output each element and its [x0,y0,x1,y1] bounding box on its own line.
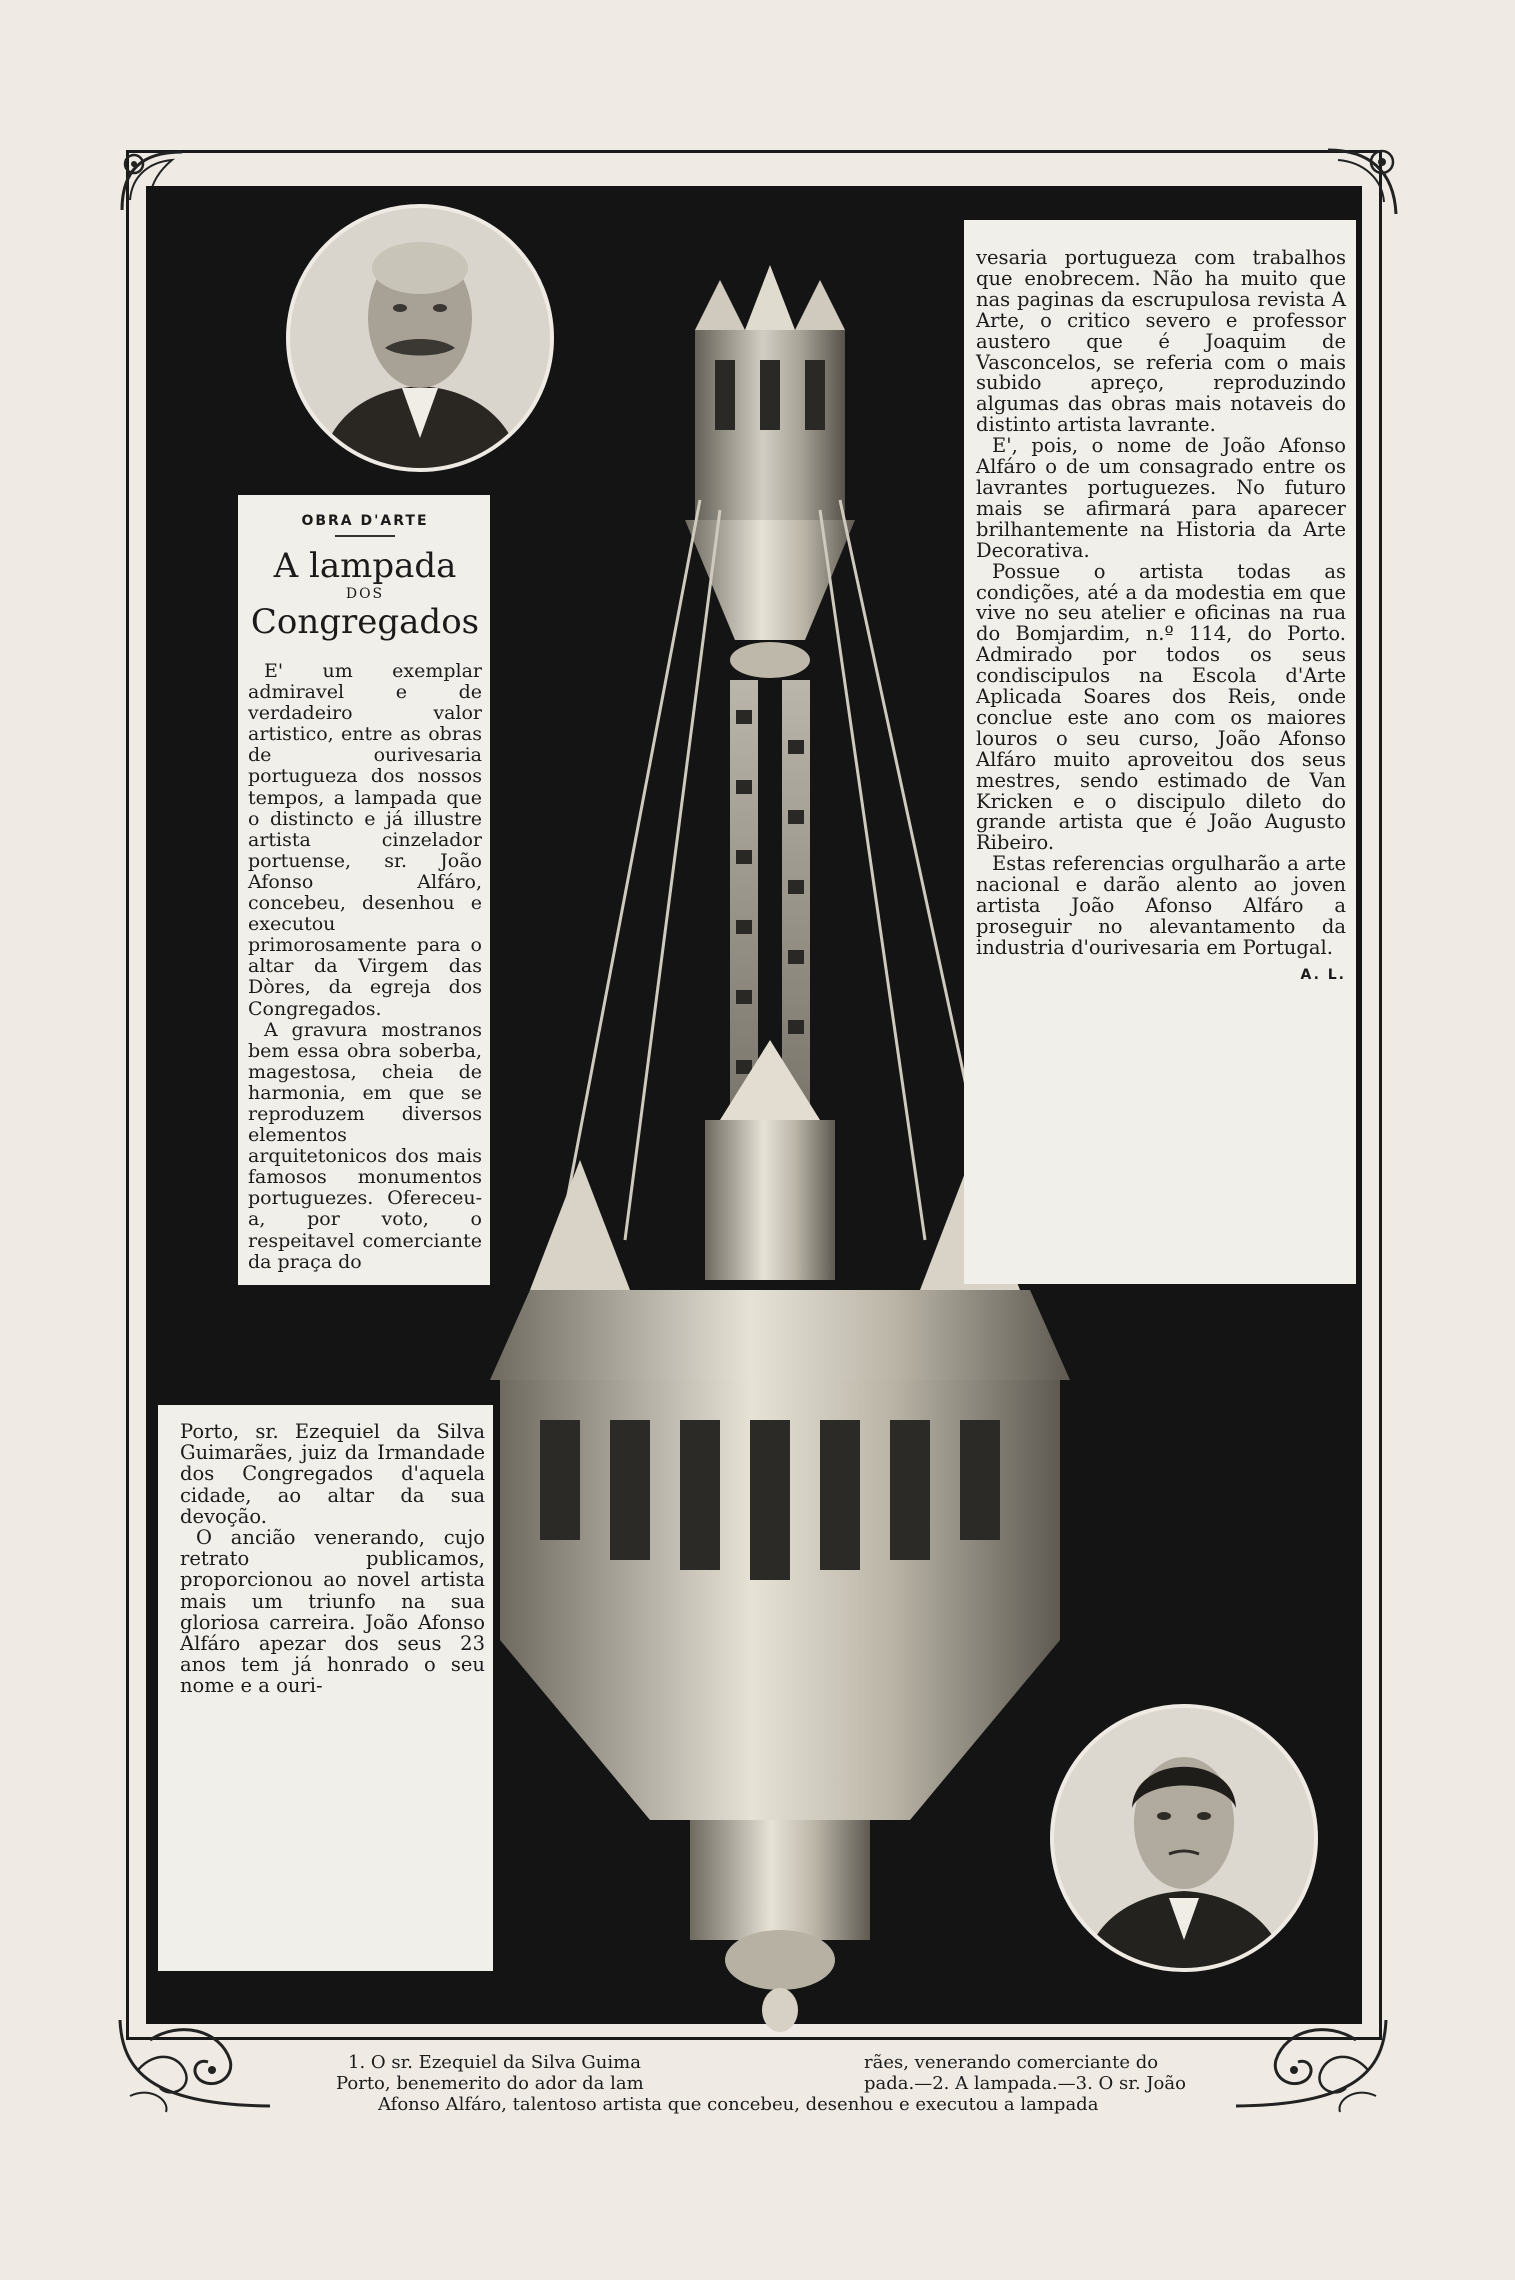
paragraph: Porto, sr. Ezequiel da Silva Guimarães, juiz da Irmandade dos Congregados d'aquela cidade, ao altar da sua devoção. [180,1420,485,1528]
portrait-ezequiel-guimaraes [286,204,554,472]
paragraph: O ancião venerando, cujo retrato publicamos, proporcionou ao novel artista mais um triunfo na sua gloriosa carreira. João Afonso Alfáro apezar dos seus 23 anos tem já honrado o seu nome e a ouri- [180,1526,485,1698]
bearded-man-portrait-image [290,208,550,468]
portrait-joao-afonso-alfaro [1050,1704,1318,1972]
young-man-portrait-image [1054,1708,1314,1968]
paragraph: Estas referencias orgulharão a arte nacional e darão alento ao joven artista João Afonso Alfáro a proseguir no alevantamento da industria d'ourivesaria em Portugal. [976,852,1346,959]
caption-line-1-left: 1. O sr. Ezequiel da Silva Guima [348,2052,641,2073]
lamp-crown [685,265,855,678]
paragraph: Possue o artista todas as condições, até a da modestia em que vive no seu atelier e oficinas na rua do Bomjardim, n.º 114, do Porto. Admirado por todos os seus condiscipulos na Escola d'Arte Aplicada Soares dos Reis, onde conclue este ano com os maiores louros o seu curso, João Afonso Alfáro muito aproveitou dos seus mestres, sendo estimado de Van Kricken e o discipulo dileto do grande artista que é João Augusto Ribeiro. [976,559,1346,855]
kicker-rule [335,535,395,537]
caption-line-2-left: Porto, benemerito do ador da lam [336,2073,644,2094]
article-title: A lampada [273,546,457,586]
article-title-dos: DOS [345,586,385,602]
left-column-text [248,661,482,1273]
right-column-text [976,248,1346,959]
paragraph: vesaria portugueza com trabalhos que enobrecem. Não ha muito que nas paginas da escrupulosa revista A Arte, o critico severo e professor austero que é Joaquim de Vasconcelos, se referia com o mais subido apreço, reproduzindo algumas das obras mais notaveis do distinto artista lavrante. [976,246,1346,437]
article-right-box [964,220,1356,1284]
paragraph: E' um exemplar admiravel e de verdadeiro valor artistico, entre as obras de ourivesaria portugueza dos nossos tempos, a lampada que o distincto e já illustre artista cinzelador portuense, sr. João Afonso Alfáro, concebeu, desenhou e executou primorosamente para o altar da Virgem das Dòres, da egreja dos Congregados. [248,660,482,1020]
caption-line-2-right: pada.—2. A lampada.—3. O sr. João [864,2073,1186,2094]
figure-caption [0,2052,1515,2122]
paragraph: E', pois, o nome de João Afonso Alfáro o de um consagrado entre os lavrantes portuguezes. No futuro mais se afirmará para aparecer brilhantemente na Historia da Arte Decorativa. [976,434,1346,562]
caption-line-3: Afonso Alfáro, talentoso artista que concebeu, desenhou e executou a lampada [378,2094,1099,2115]
bottom-left-column-text [180,1421,485,1697]
article-bottom-left-box [158,1405,493,1971]
caption-line-1-right: rães, venerando comerciante do [864,2052,1159,2073]
paragraph: A gravura mostranos bem essa obra soberba, magestosa, cheia de harmonia, em que se reproduzem diversos elementos arquitetonicos dos mais famosos monumentos portuguezes. Ofereceu-a, por voto, o respeitavel comerciante da praça do [248,1018,482,1273]
author-signature: A. L. [1300,966,1346,983]
article-title-line2: Congregados [250,602,480,642]
article-left-box [238,495,490,1285]
section-kicker: OBRA D'ARTE [301,513,429,529]
